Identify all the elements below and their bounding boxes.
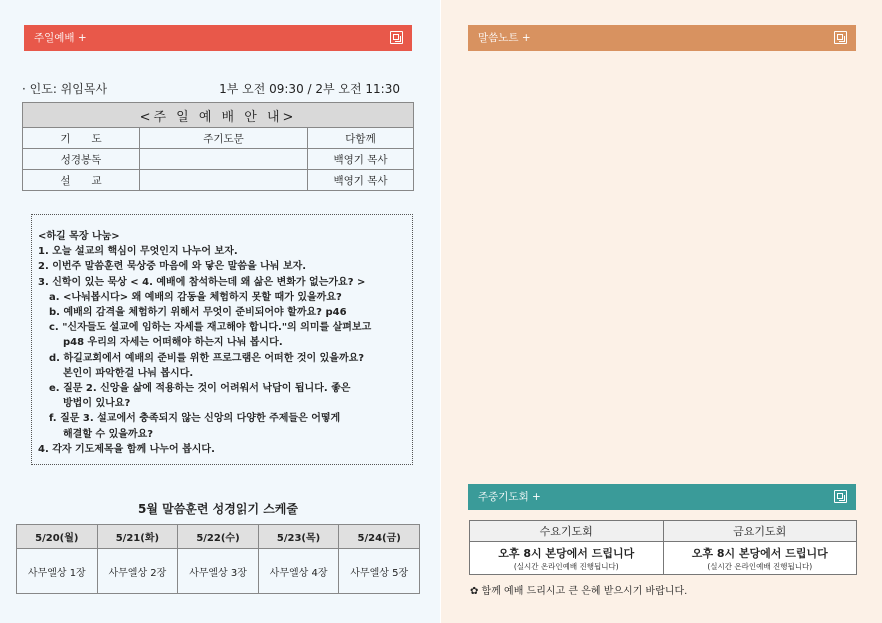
sharing-subquestion: b. 예배의 감격을 체험하기 위해서 무엇이 준비되어야 할까요? p46 xyxy=(49,307,347,319)
closing-message: ✿ 함께 예배 드리시고 큰 은혜 받으시기 바랍니다. xyxy=(470,586,688,597)
sharing-subquestion: a. <나눠봅시다> 왜 예배의 감동을 체험하지 못할 때가 있을까요? xyxy=(49,291,342,303)
expand-icon[interactable] xyxy=(834,490,847,503)
schedule-day: 5/21(화) xyxy=(97,525,178,549)
guide-item: 기 도 xyxy=(23,128,140,149)
sharing-question: 4. 각자 기도제목을 함께 나누어 봅시다. xyxy=(38,443,215,455)
guide-person: 백영기 목사 xyxy=(308,149,414,170)
schedule-reading: 사무엘상 5장 xyxy=(339,549,420,594)
sharing-subquestion-cont: 본인이 파악한걸 나눠 봅시다. xyxy=(63,367,194,379)
service-leader: · 인도: 위임목사 xyxy=(22,82,108,96)
schedule-reading: 사무엘상 4장 xyxy=(258,549,339,594)
wednesday-prayer-info xyxy=(470,542,664,575)
expand-icon[interactable] xyxy=(834,31,847,44)
wednesday-online-note: (실시간 온라인예배 진행됩니다) xyxy=(513,561,619,571)
sharing-subquestion-cont: 해결할 수 있을까요? xyxy=(63,428,154,440)
guide-content: 주기도문 xyxy=(140,128,308,149)
table-row xyxy=(23,149,414,170)
reading-schedule-table xyxy=(16,524,420,594)
worship-guide-title: <주 일 예 배 안 내> xyxy=(23,103,414,128)
reading-schedule-title: 5월 말씀훈련 성경읽기 스케줄 xyxy=(138,502,298,516)
table-row xyxy=(470,542,857,575)
sharing-question: 1. 오늘 설교의 핵심이 무엇인지 나누어 보자. xyxy=(38,246,238,258)
sharing-subquestion-cont: p48 우리의 자세는 어떠해야 하는지 나눠 봅시다. xyxy=(63,337,283,349)
worship-section-header[interactable] xyxy=(24,25,412,51)
table-row xyxy=(17,549,420,594)
sermon-note-header-label: 말씀노트 + xyxy=(478,32,531,44)
sharing-subquestion: e. 질문 2. 신앙을 삶에 적용하는 것이 어려워서 낙담이 됩니다. 좋은 xyxy=(49,383,351,395)
sharing-title: <하길 목장 나눔> xyxy=(38,231,120,242)
table-row xyxy=(23,170,414,191)
friday-prayer-time: 오후 8시 본당에서 드립니다 xyxy=(691,546,828,560)
table-header-row xyxy=(470,521,857,542)
schedule-day: 5/22(수) xyxy=(178,525,259,549)
sharing-question: 2. 이번주 말씀훈련 묵상중 마음에 와 닿은 말씀을 나눠 보자. xyxy=(38,261,307,273)
sharing-subquestion: f. 질문 3. 설교에서 충족되지 않는 신앙의 다양한 주제들은 어떻게 xyxy=(49,413,341,425)
table-header-row xyxy=(17,525,420,549)
sharing-subquestion-cont: 방법이 있나요? xyxy=(63,398,131,410)
worship-guide-table xyxy=(22,102,414,191)
schedule-reading: 사무엘상 2장 xyxy=(97,549,178,594)
friday-prayer-info xyxy=(663,542,857,575)
wednesday-prayer-title: 수요기도회 xyxy=(470,521,664,542)
schedule-day: 5/20(월) xyxy=(17,525,98,549)
guide-person: 백영기 목사 xyxy=(308,170,414,191)
sharing-subquestion: c. "신자들도 설교에 임하는 자세를 재고해야 합니다."의 의미를 살펴보고 xyxy=(49,322,372,334)
schedule-reading: 사무엘상 3장 xyxy=(178,549,259,594)
friday-online-note: (실시간 온라인예배 진행됩니다) xyxy=(707,561,813,571)
worship-header-label: 주일예배 + xyxy=(34,32,87,44)
sharing-questions-box xyxy=(31,214,413,465)
guide-content xyxy=(140,170,308,191)
service-times: 1부 오전 09:30 / 2부 오전 11:30 xyxy=(219,82,400,96)
schedule-day: 5/23(목) xyxy=(258,525,339,549)
guide-item: 성경봉독 xyxy=(23,149,140,170)
expand-icon[interactable] xyxy=(390,31,403,44)
schedule-reading: 사무엘상 1장 xyxy=(17,549,98,594)
friday-prayer-title: 금요기도회 xyxy=(663,521,857,542)
table-row xyxy=(23,128,414,149)
prayer-meeting-table xyxy=(469,520,857,575)
schedule-day: 5/24(금) xyxy=(339,525,420,549)
sharing-question: 3. 신학이 있는 묵상 < 4. 예배에 참석하는데 왜 삶은 변화가 없는가요? > xyxy=(38,276,366,288)
midweek-header-label: 주중기도회 + xyxy=(478,491,541,503)
sharing-subquestion: d. 하길교회에서 예배의 준비를 위한 프로그램은 어떠한 것이 있을까요? xyxy=(49,352,365,364)
guide-content xyxy=(140,149,308,170)
guide-item: 설 교 xyxy=(23,170,140,191)
sermon-note-section-header[interactable] xyxy=(468,25,856,51)
guide-person: 다함께 xyxy=(308,128,414,149)
midweek-prayer-section-header[interactable] xyxy=(468,484,856,510)
wednesday-prayer-time: 오후 8시 본당에서 드립니다 xyxy=(498,546,635,560)
